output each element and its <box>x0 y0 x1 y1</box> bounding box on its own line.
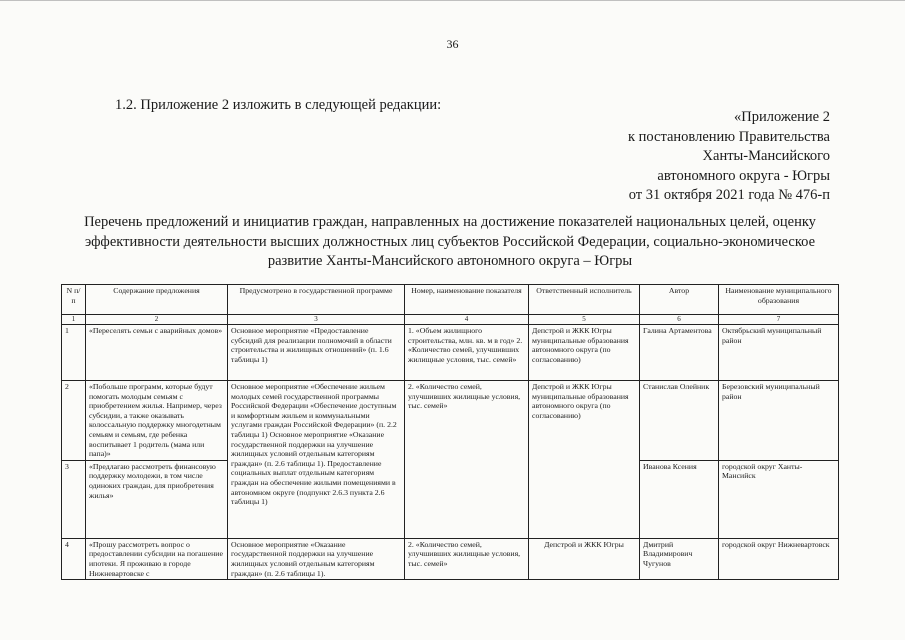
proposals-table <box>61 284 839 580</box>
author-cell: Иванова Ксения <box>640 460 719 538</box>
column-number-row <box>62 315 839 325</box>
appendix-line: от 31 октября 2021 года № 476-п <box>628 187 830 203</box>
program-cell: Основное мероприятие «Оказание государственной поддержки на улучшение жилищных условий отдельным категориям граждан» (п. 2.6 таблицы 1). <box>228 538 405 579</box>
column-number: 7 <box>719 315 839 325</box>
title-line: эффективности деятельности высших должностных лиц субъектов Российской Федерации, социально-экономическое <box>84 233 816 250</box>
column-number: 2 <box>86 315 228 325</box>
column-number: 6 <box>640 315 719 325</box>
indicator-cell: 1. «Объем жилищного строительства, млн. кв. м в год» 2. «Количество семей, улучшивших жилищные условия, тыс. семей» <box>405 325 529 381</box>
row-number: 2 <box>62 381 86 461</box>
municipality-cell: городской округ Нижневартовск <box>719 538 839 579</box>
municipality-cell: Березовский муниципальный район <box>719 381 839 461</box>
proposal-cell: «Побольше программ, которые будут помогать молодым семьям с приобретением жилья. Например, через субсидии, а также оказывать колоссальную поддержку многодетным семьям и семьям, где ребенка воспитывает 1 родитель (мама или папа)» <box>86 381 228 461</box>
header-cell: N п/п <box>62 285 86 315</box>
executor-cell: Депстрой и ЖКК Югры муниципальные образования автономного округа (по согласованию) <box>529 381 640 539</box>
row-number: 1 <box>62 325 86 381</box>
column-number: 4 <box>405 315 529 325</box>
executor-cell: Депстрой и ЖКК Югры муниципальные образования автономного округа (по согласованию) <box>529 325 640 381</box>
author-cell: Галина Артаментова <box>640 325 719 381</box>
scan-edge-line <box>0 0 905 7</box>
title-line: Перечень предложений и инициатив граждан, направленных на достижение показателей национальных целей, оценку <box>84 214 816 230</box>
municipality-cell: Октябрьский муниципальный район <box>719 325 839 381</box>
appendix-line: Ханты-Мансийского <box>702 148 830 164</box>
column-number: 5 <box>529 315 640 325</box>
header-cell: Номер, наименование показателя <box>405 285 529 315</box>
proposal-cell: «Предлагаю рассмотреть финансовую поддержку молодежи, в том числе одиноких граждан, для приобретения жилья» <box>86 460 228 538</box>
author-cell: Станислав Олейник <box>640 381 719 461</box>
header-cell: Автор <box>640 285 719 315</box>
proposal-cell: «Переселять семьи с аварийных домов» <box>86 325 228 381</box>
program-cell: Основное мероприятие «Предоставление субсидий для реализации полномочий в области строительства и жилищных отношений» (п. 1.6 таблицы 1) <box>228 325 405 381</box>
row-number: 4 <box>62 538 86 579</box>
appendix-reference <box>628 108 830 206</box>
column-number: 3 <box>228 315 405 325</box>
table-row <box>62 538 839 579</box>
document-title <box>55 213 845 272</box>
executor-cell: Депстрой и ЖКК Югры <box>529 538 640 579</box>
table-row <box>62 325 839 381</box>
table-row <box>62 381 839 461</box>
municipality-cell: городской округ Ханты-Мансийск <box>719 460 839 538</box>
intro-text: 1.2. Приложение 2 изложить в следующей редакции: <box>115 97 442 113</box>
indicator-cell: 2. «Количество семей, улучшивших жилищные условия, тыс. семей» <box>405 381 529 539</box>
indicator-cell: 2. «Количество семей, улучшивших жилищные условия, тыс. семей» <box>405 538 529 579</box>
page-number: 36 <box>446 37 459 51</box>
title-line: развитие Ханты-Мансийского автономного округа – Югры <box>267 253 633 269</box>
appendix-line: к постановлению Правительства <box>628 128 830 145</box>
appendix-line: «Приложение 2 <box>734 109 830 125</box>
author-cell: Дмитрий Владимирович Чугунов <box>640 538 719 579</box>
header-row <box>62 285 839 315</box>
row-number: 3 <box>62 460 86 538</box>
header-cell: Наименование муниципального образования <box>719 285 839 315</box>
program-cell: Основное мероприятие «Обеспечение жильем молодых семей государственной программы Российской Федерации «Обеспечение доступным и комфортным жильем и коммунальными услугами граждан Российской Федерации» (п. 2.2 таблицы 1) Основное мероприятие «Оказание государственной поддержки на улучшение жилищных условий отдельным категориям граждан» (п. 2.6 таблицы 1). Предоставление социальных выплат отдельным категориям граждан на обеспечение жилыми помещениями в автономном округе (подпункт 2.6.3 пункта 2.6 таблицы 1) <box>228 381 405 539</box>
header-cell: Содержание предложения <box>86 285 228 315</box>
appendix-line: автономного округа - Югры <box>657 167 830 184</box>
column-number: 1 <box>62 315 86 325</box>
header-cell: Предусмотрено в государственной программе <box>228 285 405 315</box>
proposal-cell: «Прошу рассмотреть вопрос о предоставлении субсидии на погашение ипотеки. Я проживаю в городе Нижневартовске с <box>86 538 228 579</box>
header-cell: Ответственный исполнитель <box>529 285 640 315</box>
